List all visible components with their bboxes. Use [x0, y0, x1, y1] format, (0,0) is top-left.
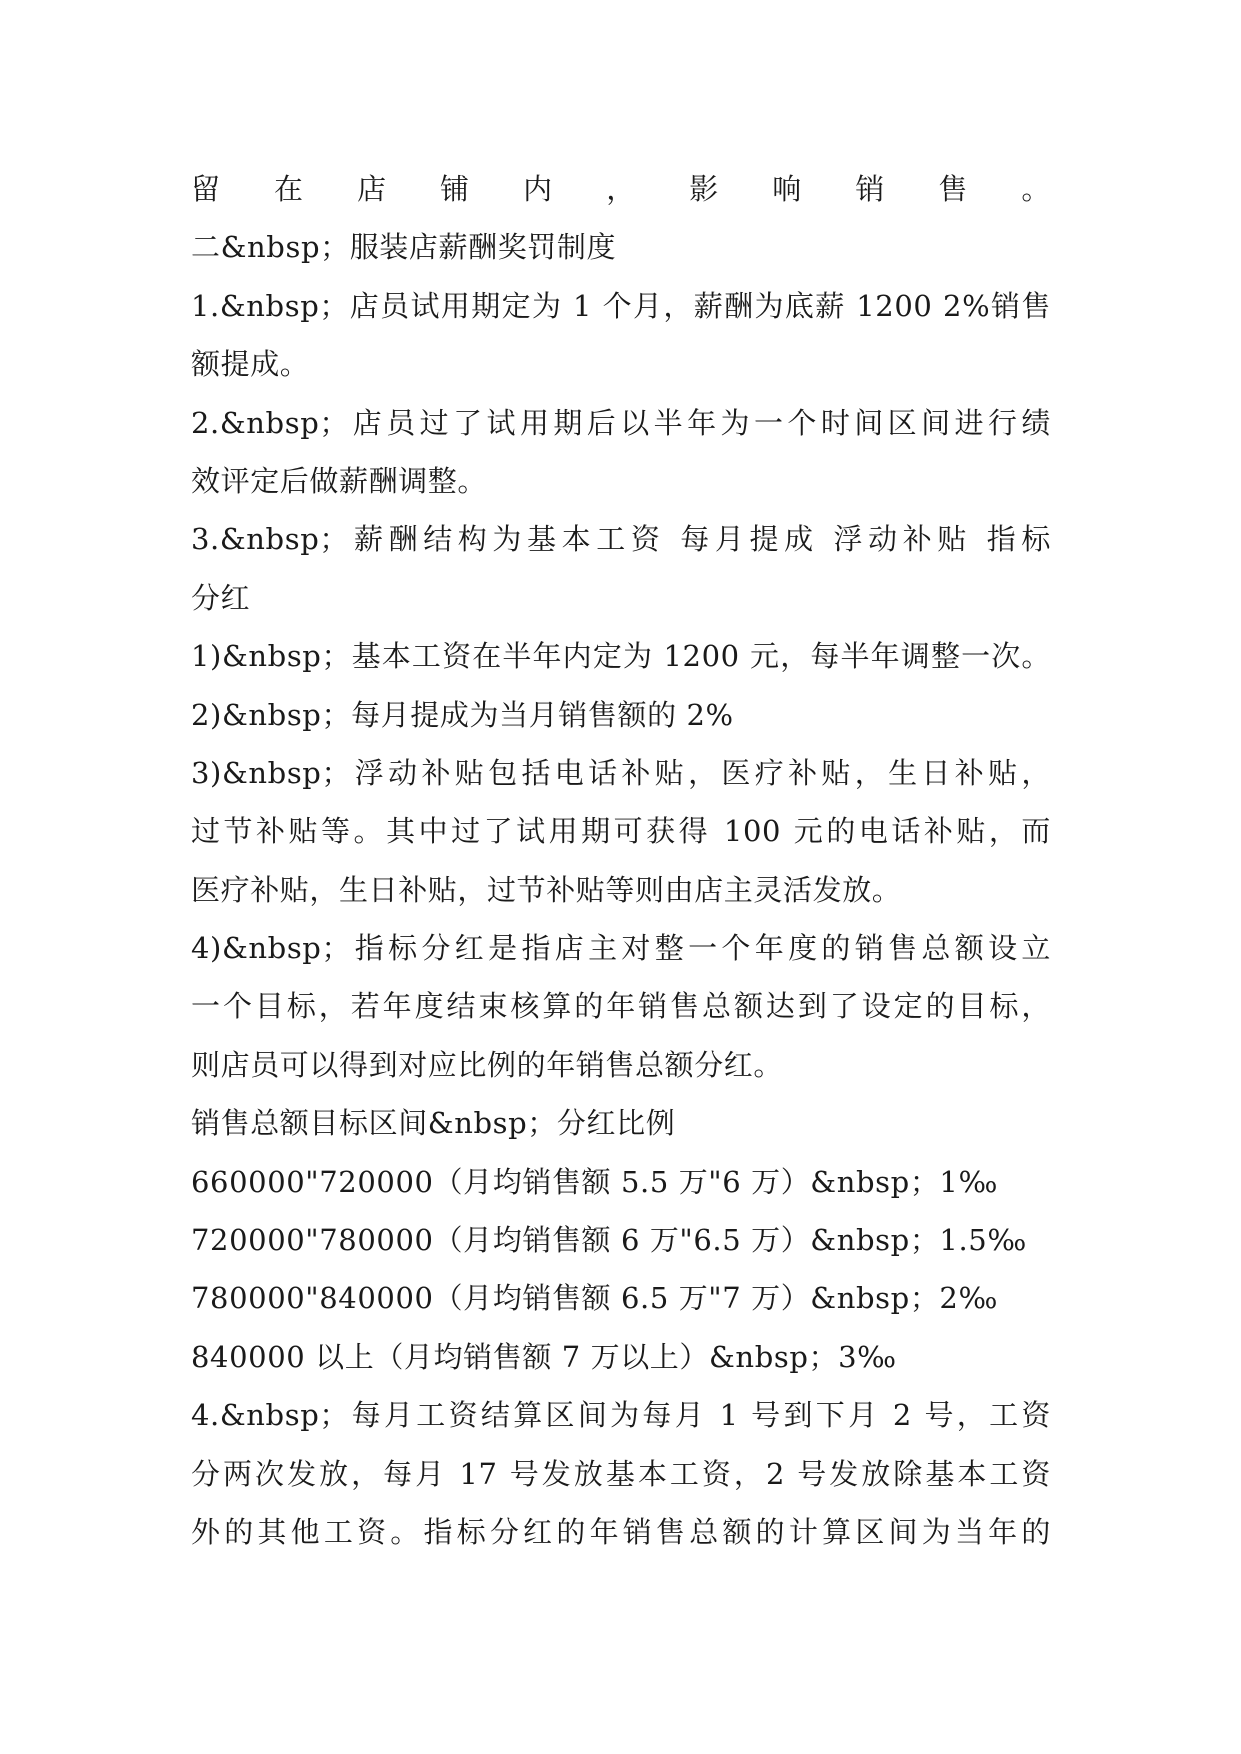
table-row-line: 780000"840000（月均销售额 6.5 万"7 万）&nbsp；2‰: [191, 1281, 998, 1316]
text-line: 1)&nbsp；基本工资在半年内定为 1200 元，每半年调整一次。: [191, 639, 1051, 674]
table-row-line: 720000"780000（月均销售额 6 万"6.5 万）&nbsp；1.5‰: [191, 1223, 1027, 1258]
table-header-line: 销售总额目标区间&nbsp；分红比例: [191, 1106, 676, 1141]
text-line: 额提成。: [191, 347, 310, 382]
text-line: 4.&nbsp；每月工资结算区间为每月 1 号到下月 2 号，工资: [191, 1398, 1051, 1433]
text-line: 2)&nbsp；每月提成为当月销售额的 2%: [191, 697, 734, 732]
text-line: 医疗补贴，生日补贴，过节补贴等则由店主灵活发放。: [191, 872, 902, 907]
text-line: 留在店铺内，影响销售。: [191, 172, 1051, 206]
text-line: 3.&nbsp；薪酬结构为基本工资 每月提成 浮动补贴 指标: [191, 522, 1051, 557]
text-line: 效评定后做薪酬调整。: [191, 463, 488, 498]
text-line: 1.&nbsp；店员试用期定为 1 个月，薪酬为底薪 1200 2%销售: [191, 288, 1051, 323]
text-line: 4)&nbsp；指标分红是指店主对整一个年度的销售总额设立: [191, 931, 1051, 966]
text-line: 外的其他工资。指标分红的年销售总额的计算区间为当年的: [191, 1514, 1051, 1549]
section-heading: 二&nbsp；服装店薪酬奖罚制度: [191, 230, 617, 265]
text-line: 一个目标，若年度结束核算的年销售总额达到了设定的目标，: [191, 989, 1051, 1024]
text-line: 则店员可以得到对应比例的年销售总额分红。: [191, 1047, 784, 1082]
text-line: 分红: [191, 580, 251, 615]
text-line: 过节补贴等。其中过了试用期可获得 100 元的电话补贴，而: [191, 814, 1051, 849]
text-line: 3)&nbsp；浮动补贴包括电话补贴，医疗补贴，生日补贴，: [191, 755, 1051, 790]
table-row-line: 840000 以上（月均销售额 7 万以上）&nbsp；3‰: [191, 1339, 897, 1374]
text-line: 分两次发放，每月 17 号发放基本工资，2 号发放除基本工资: [191, 1456, 1051, 1491]
table-row-line: 660000"720000（月均销售额 5.5 万"6 万）&nbsp；1‰: [191, 1164, 998, 1199]
text-line: 2.&nbsp；店员过了试用期后以半年为一个时间区间进行绩: [191, 405, 1051, 440]
body-text: [191, 160, 1051, 1561]
